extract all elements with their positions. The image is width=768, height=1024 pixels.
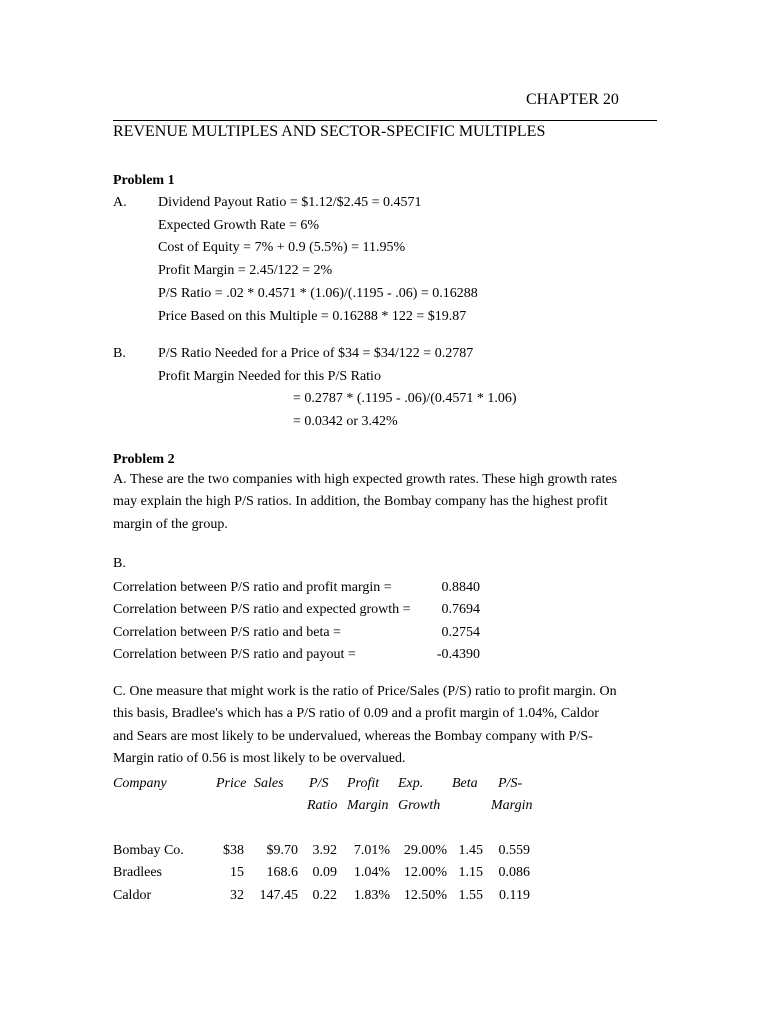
- p1a-line: Dividend Payout Ratio = $1.12/$2.45 = 0.4571: [158, 195, 422, 210]
- table-header: P/S-: [498, 776, 523, 791]
- table-cell: 15: [230, 865, 244, 880]
- table-header: Margin: [491, 798, 533, 813]
- p2a-line: may explain the high P/S ratios. In addition, the Bombay company has the highest profit: [113, 494, 608, 510]
- p1b-line: = 0.0342 or 3.42%: [293, 414, 398, 429]
- table-cell: 1.55: [458, 888, 483, 903]
- table-cell: Caldor: [113, 888, 152, 903]
- p2c-line: and Sears are most likely to be undervalued, whereas the Bombay company with P/S-: [113, 728, 593, 744]
- p2c-line: this basis, Bradlee's which has a P/S ratio of 0.09 and a profit margin of 1.04%, Caldor: [113, 706, 599, 722]
- correlation-value: 0.8840: [441, 580, 480, 595]
- p1a-line: Expected Growth Rate = 6%: [158, 218, 320, 233]
- problem1-partB-label: B.: [113, 346, 126, 361]
- chapter-title: REVENUE MULTIPLES AND SECTOR-SPECIFIC MULTIPLES: [113, 123, 546, 140]
- correlation-value: 0.2754: [441, 625, 480, 640]
- problem2-heading: Problem 2: [113, 452, 175, 467]
- p1b-line: Profit Margin Needed for this P/S Ratio: [158, 369, 381, 384]
- table-cell: 3.92: [312, 843, 337, 858]
- table-cell: 7.01%: [353, 843, 390, 858]
- table-cell: 0.22: [312, 888, 337, 903]
- p2c-line: Margin ratio of 0.56 is most likely to be overvalued.: [113, 751, 406, 767]
- table-cell: 29.00%: [403, 843, 447, 858]
- table-header: Price: [216, 776, 247, 791]
- correlation-label: Correlation between P/S ratio and payout =: [113, 647, 356, 662]
- table-cell: 0.09: [312, 865, 337, 880]
- table-cell: 1.15: [458, 865, 483, 880]
- correlation-label: Correlation between P/S ratio and expected growth =: [113, 602, 411, 617]
- table-cell: 32: [230, 888, 244, 903]
- table-header: Profit: [347, 776, 380, 791]
- p1a-line: Profit Margin = 2.45/122 = 2%: [158, 263, 333, 278]
- p2a-line: A. These are the two companies with high expected growth rates. These high growth rates: [113, 472, 618, 487]
- table-cell: 12.00%: [403, 865, 447, 880]
- p2c-line: C. One measure that might work is the ratio of Price/Sales (P/S) ratio to profit margin. On: [113, 684, 617, 699]
- header-rule: [113, 120, 657, 121]
- table-cell: $9.70: [266, 843, 298, 858]
- table-header: Sales: [254, 776, 284, 791]
- table-header: Beta: [452, 776, 478, 791]
- correlation-label: Correlation between P/S ratio and profit margin =: [113, 580, 392, 595]
- correlation-value: 0.7694: [441, 602, 480, 617]
- problem2-partC-paragraph: [113, 681, 657, 771]
- problem1-partA-label: A.: [113, 195, 127, 210]
- p2a-line: margin of the group.: [113, 516, 228, 532]
- correlation-value: -0.4390: [436, 647, 480, 662]
- p1a-line: Cost of Equity = 7% + 0.9 (5.5%) = 11.95%: [158, 240, 406, 255]
- table-cell: 0.119: [499, 888, 530, 903]
- table-cell: 1.83%: [353, 888, 390, 903]
- chapter-label: CHAPTER 20: [526, 91, 619, 108]
- table-cell: 1.04%: [353, 865, 390, 880]
- table-cell: 0.086: [498, 865, 530, 880]
- p1a-line: P/S Ratio = .02 * 0.4571 * (1.06)/(.1195 - .06) = 0.16288: [158, 286, 478, 301]
- correlation-label: Correlation between P/S ratio and beta =: [113, 625, 341, 640]
- table-cell: 168.6: [266, 865, 298, 880]
- table-header: Ratio: [307, 798, 338, 813]
- table-cell: Bradlees: [113, 865, 162, 880]
- table-cell: 147.45: [259, 888, 298, 903]
- table-header: Margin: [347, 798, 389, 813]
- table-cell: $38: [223, 843, 244, 858]
- table-cell: 0.559: [498, 843, 530, 858]
- table-cell: Bombay Co.: [113, 843, 184, 858]
- table-header: P/S: [309, 776, 329, 791]
- problem2-partA-paragraph: [113, 469, 657, 536]
- table-header: Company: [113, 776, 167, 791]
- problem1-heading: Problem 1: [113, 173, 175, 188]
- table-header: Exp.: [398, 776, 424, 791]
- p1b-line: = 0.2787 * (.1195 - .06)/(0.4571 * 1.06): [293, 391, 517, 406]
- problem2-partB-label: B.: [113, 556, 126, 571]
- table-cell: 1.45: [458, 843, 483, 858]
- table-header: Growth: [398, 798, 441, 813]
- p1a-line: Price Based on this Multiple = 0.16288 * 122 = $19.87: [158, 309, 467, 324]
- p1b-line: P/S Ratio Needed for a Price of $34 = $34/122 = 0.2787: [158, 346, 474, 361]
- table-cell: 12.50%: [403, 888, 447, 903]
